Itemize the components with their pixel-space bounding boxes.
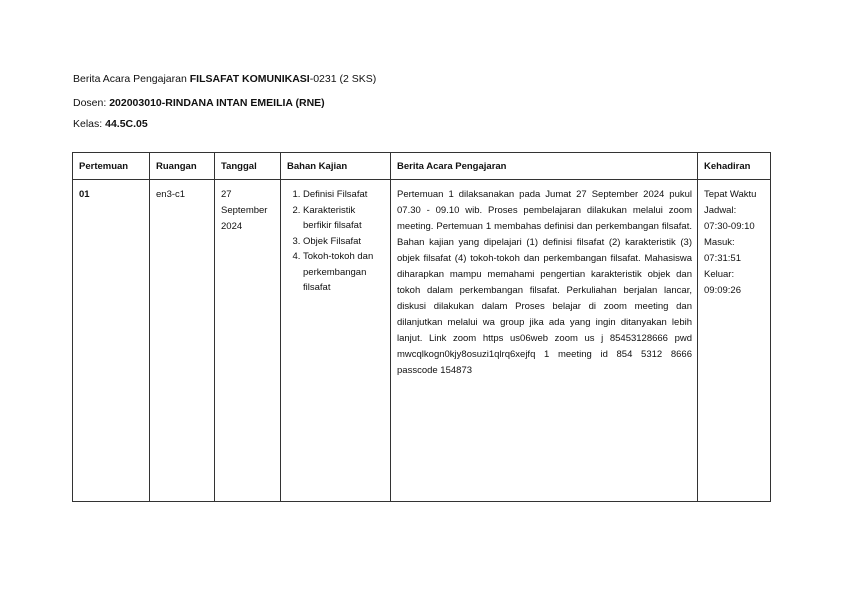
- course-code: -0231 (2 SKS): [309, 73, 377, 85]
- cell-berita-acara: Pertemuan 1 dilaksanakan pada Jumat 27 September 2024 pukul 07.30 - 09.10 wib. Proses pembelajaran dilakukan melalui zoom meeting. Pertemuan 1 membahas definisi dan perkembangan filsafat. Bahan kajian yang dipelajari (1) definisi filsafat (2) karakteristik (3) objek filsafat (4) tokoh-tokoh dan perkembangan filsafat. Mahasiswa diharapkan mampu memahami pengertian karakteristik objek dan tokoh dalam perkembangan filsafat. Perkuliahan berjalan lancar, diskusi dilakukan dalam Proses belajar di zoom meeting dan dilanjutkan melalui wa group jika ada yang ingin ditanyakan lebih lanjut. Link zoom https us06web zoom us j 85453128666 pwd mwcqlkogn0kjy8osuzi1qlrq6xejfq 1 meeting id 854 5312 8666 passcode 154873: [391, 180, 698, 502]
- course-name: FILSAFAT KOMUNIKASI: [189, 73, 310, 85]
- check-in-time: 07:31:51: [704, 253, 741, 264]
- table-row: [73, 180, 771, 502]
- schedule-label: Jadwal:: [704, 205, 737, 216]
- list-item: 2. Karakteristik berfikir filsafat: [303, 203, 385, 234]
- cell-bahan-kajian: [281, 180, 391, 502]
- cell-ruangan: en3-c1: [150, 180, 215, 502]
- col-header-kehadiran: Kehadiran: [698, 153, 771, 180]
- col-header-ruangan: Ruangan: [150, 153, 215, 180]
- col-header-bahan-kajian: Bahan Kajian: [281, 153, 391, 180]
- title-prefix: Berita Acara Pengajaran: [73, 73, 190, 85]
- check-in-label: Masuk:: [704, 237, 735, 248]
- list-item: 3. Objek Filsafat: [303, 234, 385, 250]
- table-header-row: [73, 153, 771, 180]
- col-header-tanggal: Tanggal: [215, 153, 281, 180]
- meeting-number: 01: [79, 189, 90, 200]
- teaching-record-table: [72, 152, 771, 502]
- report-title: [73, 72, 376, 86]
- col-header-berita-acara: Berita Acara Pengajaran: [391, 153, 698, 180]
- list-item: 4. Tokoh-tokoh dan perkembangan filsafat: [303, 249, 385, 296]
- topic-list: [287, 187, 385, 296]
- check-out-time: 09:09:26: [704, 285, 741, 296]
- class-label: Kelas:: [73, 118, 106, 130]
- cell-tanggal: 27 September 2024: [215, 180, 281, 502]
- col-header-pertemuan: Pertemuan: [73, 153, 150, 180]
- lecturer-label: Dosen:: [73, 97, 110, 109]
- cell-pertemuan: [73, 180, 150, 502]
- cell-kehadiran: [698, 180, 771, 502]
- class-line: [73, 117, 148, 131]
- attendance-status: Tepat Waktu: [704, 189, 757, 200]
- schedule-time: 07:30-09:10: [704, 221, 755, 232]
- class-code: 44.5C.05: [105, 118, 148, 130]
- lecturer-line: [73, 96, 325, 110]
- check-out-label: Keluar:: [704, 269, 735, 280]
- lecturer-name: 202003010-RINDANA INTAN EMEILIA (RNE): [109, 97, 325, 109]
- list-item: 1. Definisi Filsafat: [303, 187, 385, 203]
